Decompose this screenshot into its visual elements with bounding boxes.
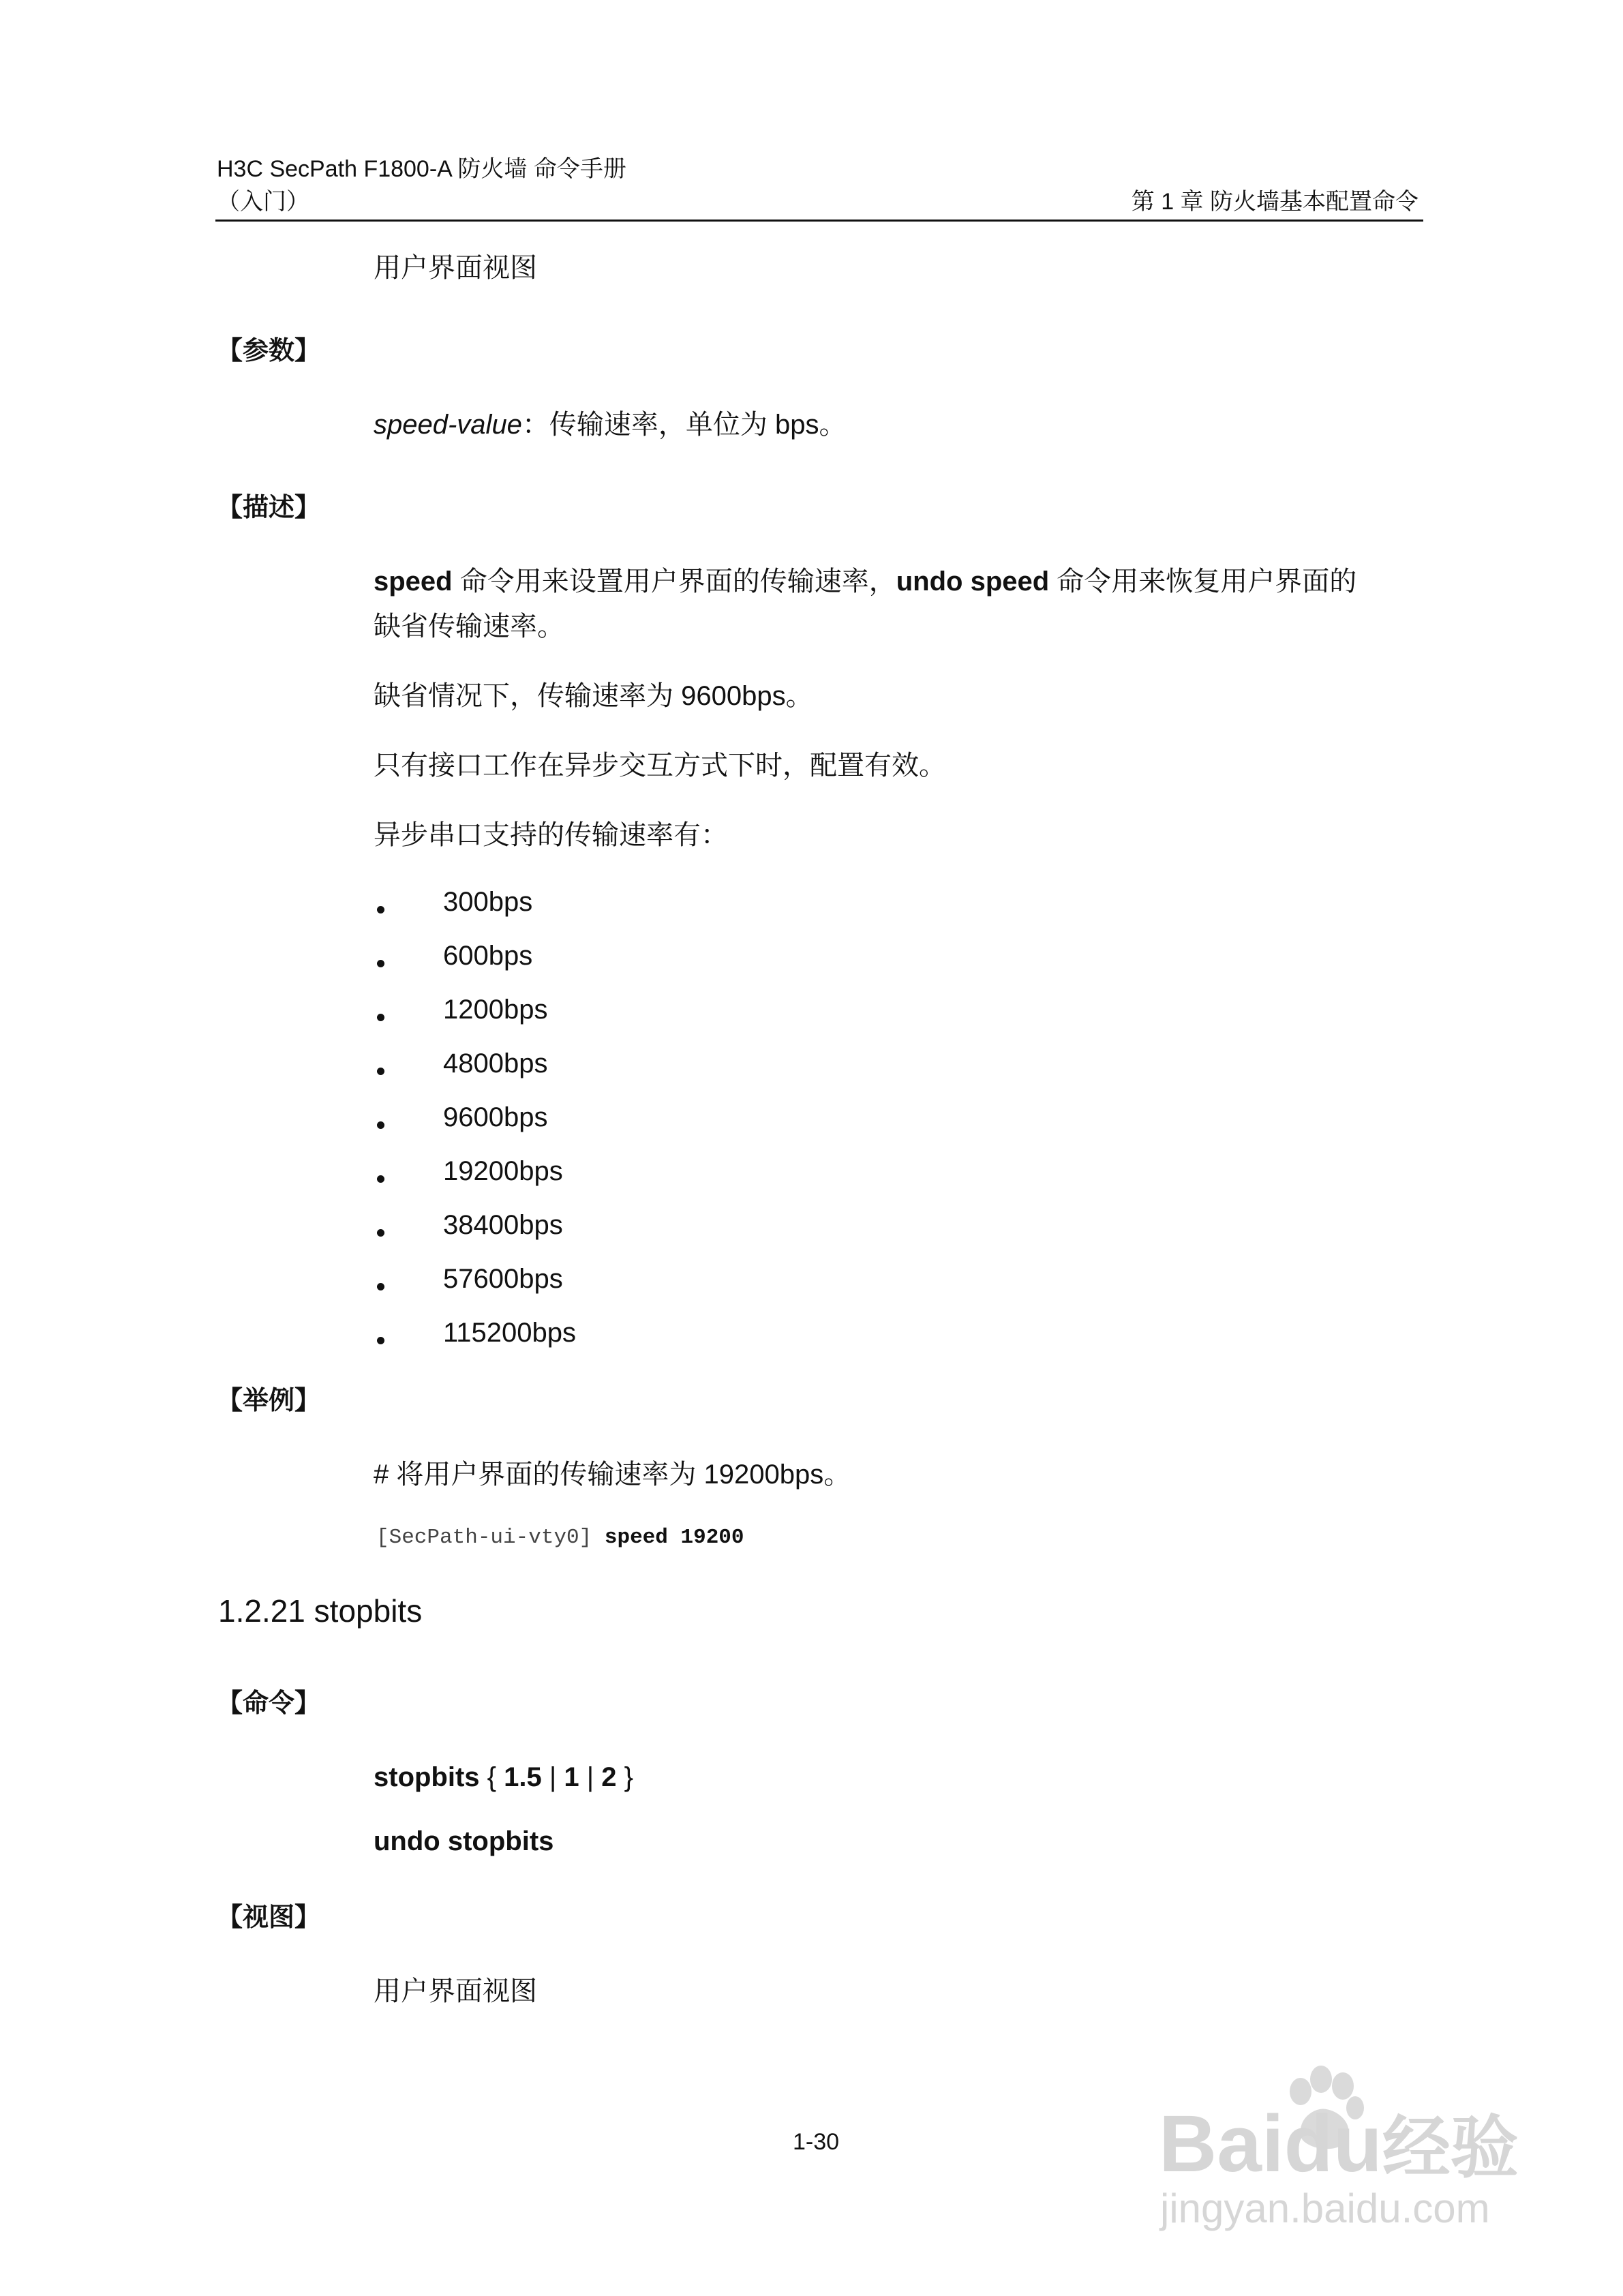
rate-item: 115200bps bbox=[443, 1318, 576, 1348]
watermark-brand-bai: Bai bbox=[1159, 2099, 1284, 2189]
example-code bbox=[376, 1524, 744, 1552]
cmd-undo-stopbits: undo stopbits bbox=[374, 1826, 554, 1856]
rate-item: 57600bps bbox=[443, 1264, 563, 1294]
command-syntax bbox=[374, 1762, 633, 1793]
syntax-separator: | bbox=[541, 1762, 564, 1792]
header-product: H3C SecPath F1800-A 防火墙 命令手册 bbox=[217, 156, 626, 182]
bullet-dot bbox=[377, 1337, 384, 1344]
description-p3: 只有接口工作在异步交互方式下时，配置有效。 bbox=[374, 751, 946, 781]
rate-item: 1200bps bbox=[443, 995, 548, 1025]
bullet-dot bbox=[377, 1283, 384, 1290]
bullet-dot bbox=[377, 906, 384, 913]
cmd-stopbits: stopbits bbox=[374, 1762, 480, 1792]
description-p1-line1 bbox=[374, 566, 1356, 597]
watermark-jingyan: 经验 bbox=[1382, 2110, 1519, 2186]
params-term: speed-value bbox=[374, 410, 522, 440]
view-heading: 【视图】 bbox=[217, 1903, 321, 1932]
rate-item: 300bps bbox=[443, 887, 533, 917]
syntax-brace-open: { bbox=[479, 1762, 504, 1792]
section-title: 1.2.21 stopbits bbox=[218, 1593, 423, 1629]
params-desc: ：传输速率，单位为 bps。 bbox=[521, 410, 847, 440]
command-heading: 【命令】 bbox=[217, 1689, 321, 1718]
bullet-dot bbox=[377, 1068, 384, 1075]
rate-item: 4800bps bbox=[443, 1048, 548, 1078]
cmd-undo-speed: undo speed bbox=[896, 567, 1050, 596]
bullet-dot bbox=[377, 1229, 384, 1237]
watermark-brand bbox=[1159, 2100, 1519, 2192]
view-text-top: 用户界面视图 bbox=[374, 253, 537, 283]
description-p1-text1: 命令用来设置用户界面的传输速率， bbox=[452, 567, 896, 596]
description-p1-text2: 命令用来恢复用户界面的 bbox=[1049, 567, 1357, 596]
watermark-url: jingyan.baidu.com bbox=[1160, 2186, 1490, 2231]
page-number: 1-30 bbox=[793, 2129, 840, 2155]
description-p4: 异步串口支持的传输速率有： bbox=[374, 820, 728, 850]
params-line bbox=[374, 409, 847, 440]
rate-item: 9600bps bbox=[443, 1102, 548, 1132]
rate-item: 38400bps bbox=[443, 1210, 563, 1240]
bullet-dot bbox=[377, 1014, 384, 1021]
view-text: 用户界面视图 bbox=[374, 1976, 537, 2006]
command-undo bbox=[374, 1826, 553, 1857]
code-prompt: [SecPath-ui-vty0] bbox=[376, 1526, 592, 1550]
syntax-option-2: 2 bbox=[601, 1762, 617, 1792]
example-heading: 【举例】 bbox=[217, 1387, 321, 1415]
header-subtitle: （入门） bbox=[217, 189, 309, 215]
bullet-dot bbox=[377, 1121, 384, 1129]
description-heading: 【描述】 bbox=[217, 494, 321, 522]
description-p2: 缺省情况下，传输速率为 9600bps。 bbox=[374, 681, 813, 711]
params-heading: 【参数】 bbox=[217, 337, 321, 365]
syntax-option-1-5: 1.5 bbox=[504, 1762, 542, 1792]
description-p1-line2: 缺省传输速率。 bbox=[374, 611, 564, 641]
syntax-option-1: 1 bbox=[564, 1762, 579, 1792]
watermark-brand-du: du bbox=[1284, 2099, 1382, 2189]
header-rule bbox=[215, 220, 1423, 222]
cmd-speed: speed bbox=[374, 567, 453, 596]
bullet-dot bbox=[377, 1175, 384, 1183]
example-text: # 将用户界面的传输速率为 19200bps。 bbox=[374, 1460, 851, 1490]
rate-item: 600bps bbox=[443, 941, 533, 971]
header-chapter: 第 1 章 防火墙基本配置命令 bbox=[1131, 189, 1419, 215]
rate-item: 19200bps bbox=[443, 1156, 563, 1186]
bullet-dot bbox=[377, 960, 384, 967]
code-command: speed 19200 bbox=[604, 1526, 744, 1550]
syntax-brace-close: } bbox=[616, 1762, 633, 1792]
syntax-separator: | bbox=[579, 1762, 602, 1792]
